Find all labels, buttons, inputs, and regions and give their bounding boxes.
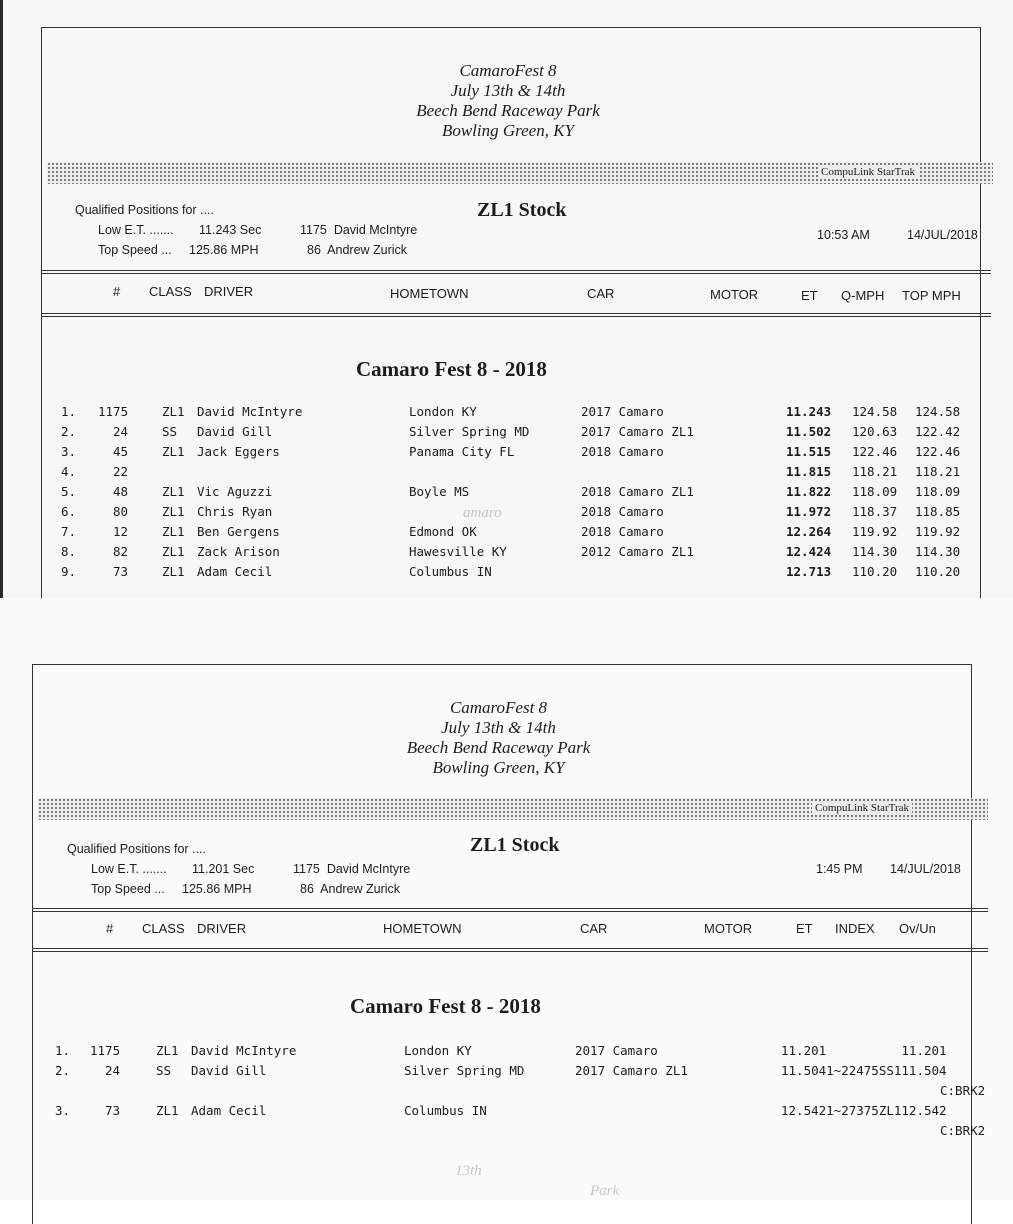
col-header-hometown: HOMETOWN [390,286,469,301]
cell-hometown: Silver Spring MD [404,1063,525,1078]
cell-top-mph: 119.92 [915,524,961,539]
bleed-through-text: Park [590,1183,620,1199]
cell-hometown: Boyle MS [409,484,470,499]
section-title: Camaro Fest 8 - 2018 [356,357,547,381]
cell-hometown: Edmond OK [409,524,477,539]
cell-position: 3. [55,1103,71,1118]
table-row [3,524,1003,544]
col-header-motor: MOTOR [704,921,753,936]
cell-driver: Zack Arison [197,544,280,559]
cell-car-number: 24 [112,424,128,439]
table-row [3,444,1003,464]
cell-car-number: 12 [112,524,128,539]
cell-class: ZL1 [162,504,185,519]
cell-car-number: 1175 [90,1043,121,1058]
cell-car-number: 45 [112,444,128,459]
cell-car-number: 73 [112,564,128,579]
table-row [0,1043,1000,1063]
report-date: 14/JUL/2018 [907,228,978,242]
col-header-num: # [113,284,121,299]
cell-position: 3. [61,444,77,459]
cell-driver: Ben Gergens [197,524,280,539]
table-row [3,504,1003,524]
col-header-car: CAR [587,286,615,301]
cell-q-mph: 114.30 [852,544,898,559]
event-location: Bowling Green, KY [432,758,565,777]
cell-position: 1. [61,404,77,419]
cell-car-number: 48 [112,484,128,499]
cell-car-number: 82 [112,544,128,559]
cell-position: 9. [61,564,77,579]
results-sheet-2 [0,598,1013,1200]
table-row [3,424,1003,444]
cell-et-index-result: 12.5421~27375ZL112.542 [781,1103,947,1118]
report-date: 14/JUL/2018 [890,862,961,876]
cell-position: 5. [61,484,77,499]
cell-q-mph: 118.21 [852,464,898,479]
cell-car-number: 22 [112,464,128,479]
results-sheet-1 [0,0,1013,598]
cell-hometown: Hawesville KY [409,544,507,559]
table-row [0,1103,1000,1123]
cell-position: 8. [61,544,77,559]
cell-q-mph: 120.63 [852,424,898,439]
col-header-top-mph: TOP MPH [902,288,961,303]
report-time: 1:45 PM [816,862,863,876]
event-dates: July 13th & 14th [441,718,556,737]
cell-car: 2018 Camaro ZL1 [581,484,694,499]
bleed-through-text: 13th [455,1163,482,1179]
col-header-q-mph: Q-MPH [841,288,885,303]
cell-car: 2017 Camaro [581,404,664,419]
cell-driver: Adam Cecil [197,564,273,579]
cell-driver: Jack Eggers [197,444,280,459]
table-row [3,404,1003,424]
cell-q-mph: 118.09 [852,484,898,499]
cell-driver: David McIntyre [191,1043,297,1058]
cell-q-mph: 119.92 [852,524,898,539]
cell-top-mph: 122.46 [915,444,961,459]
cell-position: 4. [61,464,77,479]
header-rule-bottom [41,313,991,317]
cell-position: 7. [61,524,77,539]
top-speed-holder: 86 Andrew Zurick [300,882,401,896]
cell-driver: David Gill [197,424,273,439]
cell-driver: David McIntyre [197,404,303,419]
top-speed-label: Top Speed ... [98,243,172,257]
col-header-hometown: HOMETOWN [383,921,462,936]
cell-et: 11.515 [786,444,832,459]
cell-car: 2017 Camaro [575,1043,658,1058]
cell-top-mph: 110.20 [915,564,961,579]
cell-driver: Chris Ryan [197,504,273,519]
cell-car-number: 1175 [98,404,129,419]
cell-top-mph: 118.21 [915,464,961,479]
cell-et: 11.243 [786,404,832,419]
cell-q-mph: 124.58 [852,404,898,419]
event-name: CamaroFest 8 [449,698,548,717]
cell-class: ZL1 [156,1043,179,1058]
cell-class: ZL1 [162,544,185,559]
col-header-motor: MOTOR [710,287,759,302]
cell-q-mph: 110.20 [852,564,898,579]
low-et-label: Low E.T. ....... [98,223,174,237]
cell-top-mph: 118.09 [915,484,961,499]
cell-car-number: 73 [104,1103,120,1118]
cell-driver: Adam Cecil [191,1103,267,1118]
cell-q-mph: 118.37 [852,504,898,519]
col-header-et: ET [801,288,818,303]
cell-driver: Vic Aguzzi [197,484,273,499]
table-row [3,464,1003,484]
event-venue: Beech Bend Raceway Park [416,101,600,120]
event-venue: Beech Bend Raceway Park [406,738,591,757]
report-time: 10:53 AM [817,228,870,242]
cell-hometown: Columbus IN [404,1103,487,1118]
class-title: ZL1 Stock [477,199,567,221]
event-header [0,698,1005,778]
low-et-value: 11.201 Sec [192,862,255,876]
cell-class: ZL1 [162,444,185,459]
col-header-et: ET [796,921,813,936]
low-et-holder: 1175 David McIntyre [293,862,411,876]
header-rule-bottom [32,948,988,952]
row-note: C:BRK2 [940,1083,986,1098]
cell-driver: David Gill [191,1063,267,1078]
col-header-num: # [106,921,114,936]
class-title: ZL1 Stock [470,834,560,856]
cell-class: SS [162,424,178,439]
bleed-through-text: amaro [463,505,502,521]
event-dates: July 13th & 14th [450,81,566,100]
header-rule-top [41,270,991,274]
cell-hometown: London KY [409,404,477,419]
cell-car-number: 80 [112,504,128,519]
table-row [3,484,1003,504]
cell-top-mph: 124.58 [915,404,961,419]
col-header-car: CAR [580,921,608,936]
header-rule-top [32,908,988,912]
col-header-driver: DRIVER [204,284,254,299]
qualified-label: Qualified Positions for .... [75,203,214,217]
cell-position: 2. [61,424,77,439]
cell-car: 2018 Camaro [581,444,664,459]
cell-class: ZL1 [162,564,185,579]
col-header-class: CLASS [149,284,192,299]
event-name: CamaroFest 8 [459,61,557,80]
cell-car-number: 24 [104,1063,120,1078]
table-row [0,1063,1000,1083]
cell-et: 12.424 [786,544,832,559]
cell-position: 1. [55,1043,71,1058]
vendor-label: CompuLink StarTrak [818,166,918,178]
cell-class: SS [156,1063,172,1078]
cell-top-mph: 118.85 [915,504,961,519]
top-speed-label: Top Speed ... [91,882,165,896]
table-row [3,564,1003,584]
cell-top-mph: 122.42 [915,424,961,439]
cell-q-mph: 122.46 [852,444,898,459]
col-header-driver: DRIVER [197,921,247,936]
cell-et: 11.822 [786,484,832,499]
cell-car: 2017 Camaro ZL1 [581,424,694,439]
section-title: Camaro Fest 8 - 2018 [350,994,541,1018]
top-speed-holder: 86 Andrew Zurick [307,243,408,257]
qualified-label: Qualified Positions for .... [67,842,206,856]
event-header [3,61,1013,141]
col-header-class: CLASS [142,921,185,936]
cell-et: 11.972 [786,504,832,519]
cell-top-mph: 114.30 [915,544,961,559]
cell-hometown: Panama City FL [409,444,515,459]
low-et-value: 11.243 Sec [199,223,262,237]
cell-class: ZL1 [156,1103,179,1118]
vendor-label: CompuLink StarTrak [812,802,912,814]
cell-hometown: Columbus IN [409,564,492,579]
cell-hometown: London KY [404,1043,472,1058]
top-speed-value: 125.86 MPH [182,882,252,896]
cell-et: 12.264 [786,524,832,539]
row-note: C:BRK2 [940,1123,986,1138]
cell-et-index-result: 11.201 11.201 [781,1043,947,1058]
col-header-index: INDEX [835,921,875,936]
low-et-label: Low E.T. ....... [91,862,167,876]
cell-et-index-result: 11.5041~22475SS111.504 [781,1063,947,1078]
cell-car: 2018 Camaro [581,504,664,519]
cell-class: ZL1 [162,404,185,419]
cell-car: 2018 Camaro [581,524,664,539]
cell-hometown: Silver Spring MD [409,424,530,439]
cell-et: 11.815 [786,464,832,479]
cell-position: 6. [61,504,77,519]
event-location: Bowling Green, KY [441,121,575,140]
table-row [3,544,1003,564]
low-et-holder: 1175 David McIntyre [300,223,418,237]
cell-class: ZL1 [162,484,185,499]
cell-car: 2017 Camaro ZL1 [575,1063,688,1078]
cell-position: 2. [55,1063,71,1078]
cell-car: 2012 Camaro ZL1 [581,544,694,559]
col-header-ov-un: Ov/Un [899,921,936,936]
cell-et: 11.502 [786,424,832,439]
cell-class: ZL1 [162,524,185,539]
cell-et: 12.713 [786,564,832,579]
top-speed-value: 125.86 MPH [189,243,259,257]
